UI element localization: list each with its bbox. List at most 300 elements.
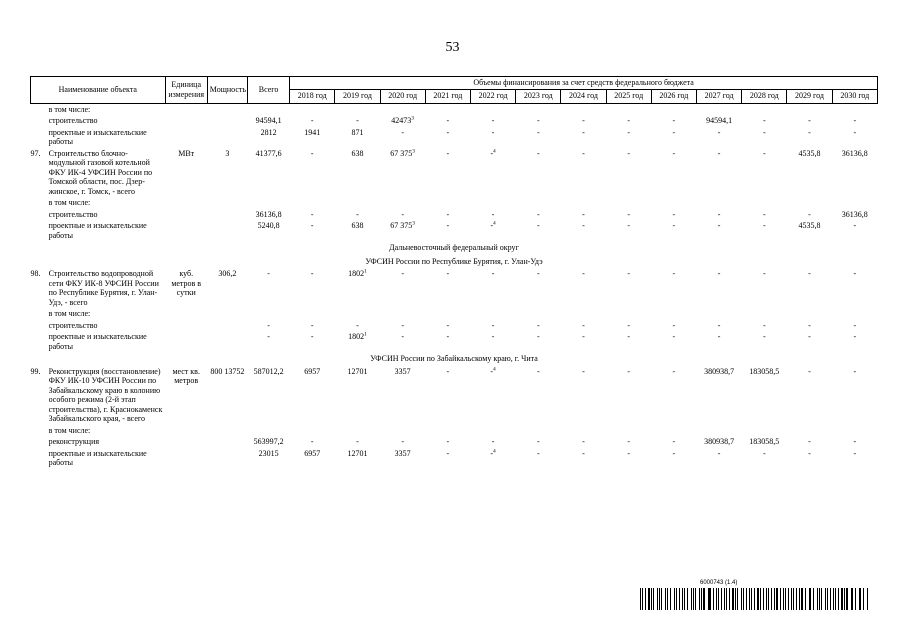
barcode-bar [695, 588, 696, 610]
cell-value: - [582, 127, 585, 137]
year-value-cell [380, 436, 425, 448]
year-value-cell [290, 197, 335, 209]
table-row [31, 331, 878, 352]
region-row [31, 255, 878, 269]
financing-table-wrap [30, 76, 878, 469]
cell-value: - [356, 116, 359, 125]
cell-value: 36136,8 [841, 209, 868, 219]
year-value-cell [787, 148, 832, 198]
year-value-cell [696, 127, 741, 148]
year-value-cell [606, 148, 651, 198]
year-value-cell [832, 320, 877, 332]
year-value-cell [470, 436, 515, 448]
cell-value: - [582, 332, 585, 341]
object-name: Строительство водопроводной сети ФКУ ИК-8 УФСИН России по Республике Бурятия, г. Улан-Удэ, - всего [48, 269, 159, 307]
cell-value: - [808, 320, 811, 330]
year-value-cell [742, 209, 787, 221]
capacity-cell [207, 331, 247, 352]
barcode-bar [855, 588, 856, 610]
year-value-cell [516, 148, 561, 198]
barcode-label: 6000743 (1.4) [700, 580, 738, 586]
barcode-bar [785, 588, 786, 610]
barcode-bar [771, 588, 772, 610]
year-value-cell [561, 197, 606, 209]
year-value-cell [516, 220, 561, 241]
cell-value: - [627, 209, 631, 219]
year-value-cell [787, 103, 832, 115]
cell-value: 4535,8 [798, 221, 821, 230]
barcode-bar [679, 588, 680, 610]
region-title: УФСИН России по Республике Бурятия, г. Улан-Удэ [365, 256, 543, 266]
barcode-bar [780, 588, 781, 610]
barcode-bar [735, 588, 736, 610]
year-value-cell [290, 220, 335, 241]
barcode-bar [783, 588, 784, 610]
cell-value: 12701 [347, 448, 368, 458]
row-number: 97. [30, 148, 41, 158]
barcode-bar [863, 588, 864, 610]
barcode-bar [827, 588, 828, 610]
year-value-cell [470, 209, 515, 221]
object-name: проектные и изыскательские работы [48, 332, 147, 351]
cell-value: - [446, 269, 450, 278]
row-number [31, 331, 47, 352]
header-capacity: Мощность [207, 77, 247, 104]
capacity-cell [207, 448, 247, 469]
object-name: проектные и изыскательские работы [48, 448, 147, 467]
cell-value: - [536, 221, 540, 230]
barcode-bar [819, 588, 820, 610]
cell-value: - [446, 148, 450, 158]
footnote-mark: 1 [364, 268, 367, 275]
table-body [31, 103, 878, 469]
cell-value: - [446, 448, 450, 458]
unit-cell [165, 115, 207, 127]
total-cell: 5240,8 [257, 221, 280, 230]
year-value-cell [335, 209, 380, 221]
cell-value: - [356, 437, 359, 446]
cell-value: - [582, 116, 585, 125]
year-value-cell [606, 308, 651, 320]
cell-value: - [808, 269, 811, 278]
year-value-cell [425, 366, 470, 425]
barcode-bar [716, 588, 717, 610]
barcode-bar [810, 588, 811, 610]
year-value-cell [696, 115, 741, 127]
year-value-cell [335, 331, 380, 352]
cell-value: - [536, 116, 540, 125]
table-row [31, 127, 878, 148]
year-value-cell [516, 197, 561, 209]
table-row [31, 320, 878, 332]
barcode-bar [805, 588, 806, 610]
barcode-bar [693, 588, 694, 610]
year-value-cell [606, 209, 651, 221]
unit-cell [165, 320, 207, 332]
year-value-cell [425, 448, 470, 469]
row-number [31, 425, 47, 437]
capacity-cell [207, 103, 247, 115]
object-name: строительство [48, 320, 98, 330]
cell-value: - [491, 269, 495, 278]
cell-value: - [582, 320, 585, 330]
cell-value: 4535,8 [798, 148, 821, 158]
year-value-cell [832, 308, 877, 320]
year-value-cell [651, 331, 696, 352]
object-name: Строительство блочно-модульной газовой котельной ФКУ ИК-4 УФСИН России по Томской области, пос. Дзер-жинское, г. Томск, - всего [48, 148, 153, 196]
row-number: 99. [30, 366, 41, 376]
barcode-bar [799, 588, 800, 610]
year-value-cell [561, 115, 606, 127]
year-value-cell [606, 103, 651, 115]
barcode-bar [852, 588, 853, 610]
year-value-cell [561, 268, 606, 308]
cell-value: 638 [351, 148, 364, 158]
cell-value: 380938,7 [704, 437, 735, 446]
year-value-cell [606, 331, 651, 352]
barcode-bar [838, 588, 839, 610]
cell-value: - [672, 366, 676, 376]
barcode-bar [835, 588, 836, 610]
year-value-cell [470, 448, 515, 469]
barcode-bar [642, 588, 643, 610]
capacity-cell [207, 209, 247, 221]
cell-value: - [762, 332, 766, 341]
cell-value: 12701 [347, 366, 368, 376]
table-row [31, 209, 878, 221]
cell-value: - [808, 332, 811, 341]
table-row [31, 308, 878, 320]
year-value-cell [742, 425, 787, 437]
cell-value: - [717, 320, 721, 330]
unit-cell [165, 331, 207, 352]
row-number [31, 448, 47, 469]
footnote-mark: 4 [493, 365, 496, 372]
cell-value: - [401, 332, 404, 341]
year-value-cell [606, 197, 651, 209]
cell-value: - [672, 116, 676, 125]
table-row [31, 148, 878, 198]
year-value-cell [425, 220, 470, 241]
year-value-cell [742, 366, 787, 425]
barcode-bar [760, 588, 761, 610]
barcode-bar [699, 588, 700, 610]
cell-value: - [536, 148, 540, 158]
cell-value: - [627, 332, 631, 341]
cell-value: - [536, 320, 540, 330]
cell-value: - [310, 209, 314, 219]
year-value-cell [696, 148, 741, 198]
capacity-cell [207, 115, 247, 127]
cell-value: - [491, 332, 495, 341]
year-value-cell [742, 448, 787, 469]
year-value-cell [335, 220, 380, 241]
cell-value: - [627, 148, 631, 158]
year-value-cell [516, 425, 561, 437]
cell-value: - [582, 448, 585, 458]
year-value-cell [425, 127, 470, 148]
cell-value: - [808, 127, 811, 137]
cell-value: - [672, 127, 676, 137]
year-value-cell [651, 320, 696, 332]
footnote-mark: 3 [411, 115, 415, 122]
year-value-cell [470, 425, 515, 437]
year-value-cell [832, 220, 877, 241]
year-value-cell [742, 331, 787, 352]
cell-value: - [853, 320, 857, 330]
barcode-bar [670, 588, 671, 610]
barcode-bar [684, 588, 685, 610]
cell-value: - [627, 437, 631, 446]
page-number: 53 [445, 40, 460, 55]
year-value-cell [696, 197, 741, 209]
year-value-cell [561, 436, 606, 448]
cell-value: - [401, 437, 404, 446]
cell-value: - [310, 116, 314, 125]
year-value-cell [516, 436, 561, 448]
table-row [31, 103, 878, 115]
total-cell [247, 103, 289, 115]
year-value-cell [651, 220, 696, 241]
cell-value: - [491, 127, 495, 137]
cell-value: - [762, 116, 766, 125]
total-cell [247, 425, 289, 437]
barcode-bar [793, 588, 794, 610]
object-name: проектные и изыскательские работы [48, 127, 147, 146]
year-value-cell [606, 366, 651, 425]
cell-value: - [401, 127, 404, 137]
cell-value: 1802 [348, 332, 365, 341]
cell-value: 94594,1 [706, 116, 733, 125]
year-value-cell [787, 366, 832, 425]
year-value-cell [651, 115, 696, 127]
cell-value: - [853, 127, 857, 137]
cell-value: - [446, 437, 450, 446]
header-name: Наименование объекта [31, 77, 166, 104]
year-value-cell [561, 103, 606, 115]
cell-value: - [853, 366, 857, 376]
cell-value: - [717, 332, 721, 341]
year-value-cell [335, 103, 380, 115]
year-value-cell [425, 209, 470, 221]
barcode-bar [718, 588, 719, 610]
year-value-cell [742, 197, 787, 209]
cell-value: - [310, 320, 314, 330]
year-value-cell [742, 436, 787, 448]
year-value-cell [696, 320, 741, 332]
header-year: 2022 год [470, 89, 515, 103]
year-value-cell [561, 331, 606, 352]
unit-cell: мест кв. метров [172, 366, 200, 385]
year-value-cell [380, 268, 425, 308]
year-value-cell [832, 425, 877, 437]
year-value-cell [651, 366, 696, 425]
header-funding: Объемы финансирования за счет средств федерального бюджета [290, 77, 878, 90]
cell-value: - [672, 320, 676, 330]
year-value-cell [380, 320, 425, 332]
cell-value: - [717, 221, 721, 230]
barcode-bar [796, 588, 797, 610]
cell-value: - [853, 221, 857, 230]
year-value-cell [380, 308, 425, 320]
cell-value: - [446, 221, 450, 230]
cell-value: - [672, 148, 676, 158]
cell-value: - [808, 437, 811, 446]
cell-value: - [762, 148, 766, 158]
financing-table [30, 76, 878, 469]
barcode-bar [757, 588, 759, 610]
cell-value: - [582, 437, 585, 446]
year-value-cell [516, 308, 561, 320]
year-value-cell [425, 425, 470, 437]
year-value-cell [561, 320, 606, 332]
table-row [31, 448, 878, 469]
cell-value: - [808, 366, 811, 376]
barcode-bar [703, 588, 704, 610]
unit-cell [165, 209, 207, 221]
object-name: проектные и изыскательские работы [48, 221, 147, 240]
cell-value: - [536, 332, 540, 341]
cell-value: - [491, 209, 495, 219]
barcode-bar [665, 588, 666, 610]
table-row [31, 436, 878, 448]
barcode-bar [721, 588, 722, 610]
cell-value: 42473 [391, 116, 412, 125]
year-value-cell [742, 115, 787, 127]
year-value-cell [606, 220, 651, 241]
year-value-cell [516, 366, 561, 425]
barcode-bar [791, 588, 792, 610]
year-value-cell [832, 115, 877, 127]
cell-value: - [446, 116, 450, 125]
barcode-bar [817, 588, 818, 610]
year-value-cell [651, 148, 696, 198]
year-value-cell [380, 148, 425, 198]
cell-value: - [536, 437, 540, 446]
unit-cell [165, 425, 207, 437]
total-cell: 587012,2 [253, 366, 284, 376]
barcode-bar [651, 588, 652, 610]
cell-value: - [536, 366, 540, 376]
cell-value: - [310, 269, 314, 278]
barcode-bar [708, 588, 709, 610]
year-value-cell [290, 448, 335, 469]
cell-value: - [853, 332, 857, 341]
year-value-cell [787, 425, 832, 437]
barcode-bar [833, 588, 834, 610]
cell-value: 380938,7 [704, 366, 735, 376]
total-cell: 2812 [260, 127, 277, 137]
year-value-cell [470, 103, 515, 115]
barcode-bar [841, 588, 842, 610]
barcode-bar [667, 588, 669, 610]
year-value-cell [742, 320, 787, 332]
total-cell: 94594,1 [255, 116, 282, 125]
barcode-bar [851, 588, 852, 610]
cell-value: - [446, 332, 450, 341]
year-value-cell [290, 425, 335, 437]
unit-cell [165, 127, 207, 148]
row-number: 98. [30, 269, 41, 278]
cell-value: - [536, 127, 540, 137]
year-value-cell [832, 331, 877, 352]
cell-value: - [310, 332, 314, 341]
cell-value: - [762, 221, 766, 230]
year-value-cell [787, 448, 832, 469]
barcode-bar [645, 588, 646, 610]
year-value-cell [470, 197, 515, 209]
year-value-cell [606, 115, 651, 127]
year-value-cell [696, 448, 741, 469]
cell-value: - [446, 127, 450, 137]
cell-value: 871 [351, 127, 364, 137]
cell-value: - [717, 127, 721, 137]
barcode-bar [774, 588, 775, 610]
year-value-cell [380, 366, 425, 425]
year-value-cell [696, 209, 741, 221]
year-value-cell [561, 366, 606, 425]
cell-value: - [446, 320, 450, 330]
unit-cell: куб. метров в сутки [171, 269, 202, 297]
year-value-cell [335, 436, 380, 448]
barcode-bar [713, 588, 714, 610]
year-value-cell [470, 308, 515, 320]
cell-value: - [808, 116, 811, 125]
year-value-cell [651, 209, 696, 221]
header-year: 2020 год [380, 89, 425, 103]
barcode-bar [741, 588, 742, 610]
cell-value: - [536, 269, 540, 278]
barcode-bar [653, 588, 654, 610]
row-number [31, 308, 47, 320]
year-value-cell [335, 366, 380, 425]
year-value-cell [516, 331, 561, 352]
year-value-cell [787, 308, 832, 320]
row-number [31, 197, 47, 209]
year-value-cell [696, 103, 741, 115]
year-value-cell [561, 308, 606, 320]
cell-value: - [582, 221, 585, 230]
cell-value: - [401, 269, 404, 278]
year-value-cell [787, 220, 832, 241]
cell-value: - [491, 116, 495, 125]
cell-value: - [808, 448, 811, 458]
year-value-cell [335, 425, 380, 437]
cell-value: 1941 [304, 127, 321, 137]
year-value-cell [380, 127, 425, 148]
year-value-cell [335, 148, 380, 198]
cell-value: - [446, 209, 450, 219]
header-year: 2019 год [335, 89, 380, 103]
year-value-cell [470, 127, 515, 148]
region-row [31, 352, 878, 366]
barcode-bar [682, 588, 683, 610]
cell-value: - [717, 448, 721, 458]
year-value-cell [290, 148, 335, 198]
year-value-cell [290, 320, 335, 332]
unit-cell [165, 103, 207, 115]
cell-value: - [627, 127, 631, 137]
total-cell [247, 197, 289, 209]
footnote-mark: 4 [493, 220, 496, 227]
year-value-cell [651, 127, 696, 148]
cell-value: - [808, 209, 811, 219]
total-cell: - [267, 320, 270, 330]
barcode-bar [687, 588, 689, 610]
barcode-image [640, 588, 868, 610]
barcode-bar [825, 588, 827, 610]
header-year: 2028 год [742, 89, 787, 103]
